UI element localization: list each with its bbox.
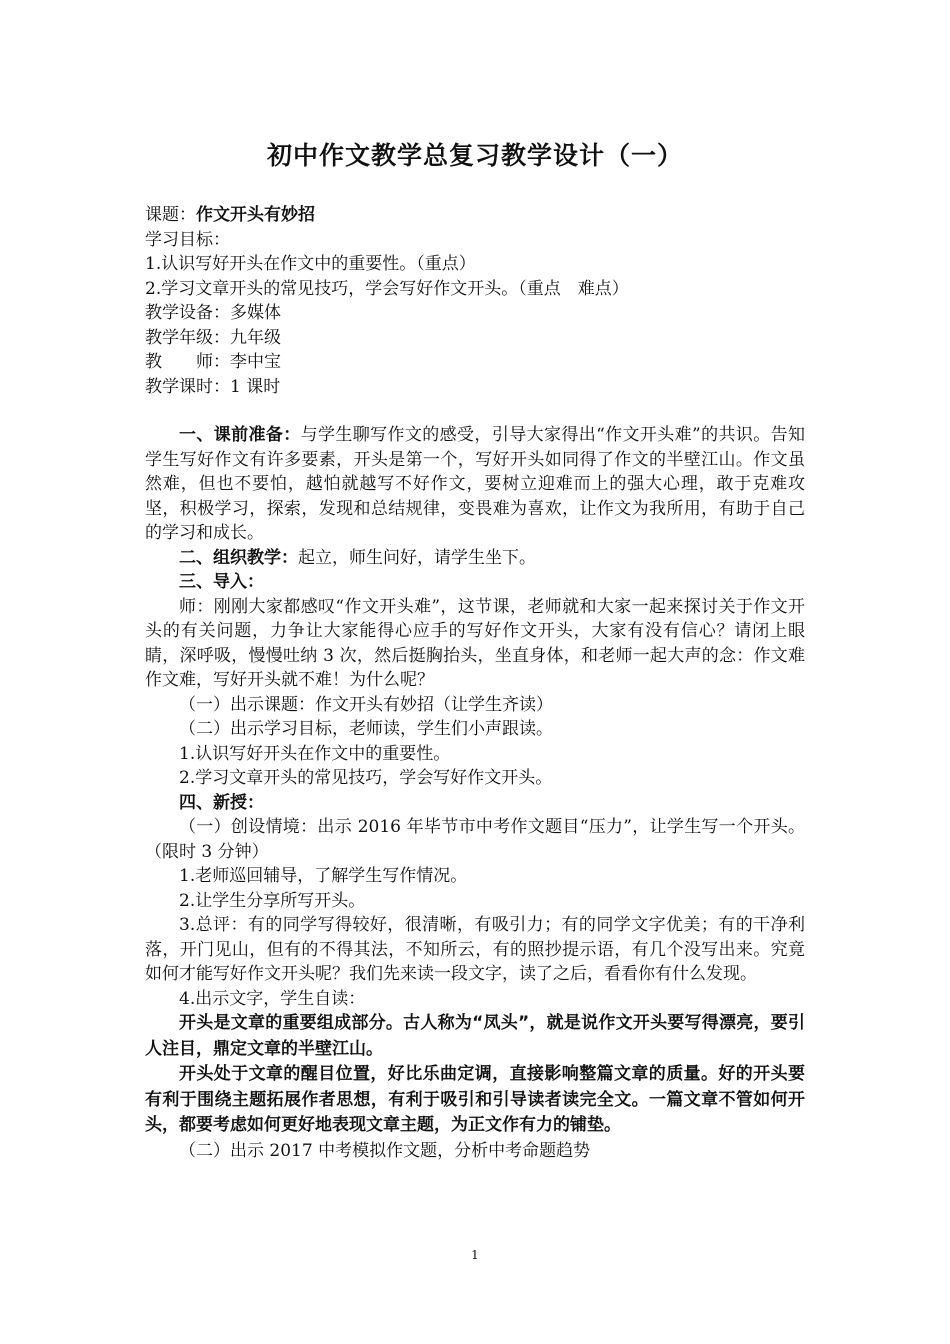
goal-2: 2.学习文章开头的常见技巧，学会写好作文开头。（重点 难点） xyxy=(145,278,629,299)
grade-line: 教学年级：九年级 xyxy=(145,327,281,348)
section-4-item-1: （一）创设情境：出示 2016 年毕节市中考作文题目“压力”，让学生写一个开头。（限时 3 分钟） xyxy=(145,817,805,862)
section-3-heading: 三、导入： xyxy=(179,572,264,592)
section-1 xyxy=(145,423,805,546)
topic-line xyxy=(145,203,805,228)
spacer xyxy=(145,399,805,423)
section-2-heading: 二、组织教学： xyxy=(179,547,298,568)
section-3-item-2: （二）出示学习目标，老师读，学生们小声跟读。 xyxy=(179,719,553,739)
page-title: 初中作文教学总复习教学设计（一） xyxy=(266,141,683,170)
goal-label: 学习目标： xyxy=(145,229,230,250)
section-3-item-1: （一）出示课题：作文开头有妙招（让学生齐读） xyxy=(179,694,553,715)
section-1-heading: 一、课前准备： xyxy=(179,425,301,445)
section-2 xyxy=(145,546,805,571)
section-3-text: 师：刚刚大家都感叹“作文开头难”，这节课，老师就和大家一起来探讨关于作文开头的有关问题，力争让大家能得心应手的写好作文开头，大家有没有信心？请闭上眼睛，深呼吸，慢慢吐纳 3 次，然后挺胸抬头，坐直身体，和老师一起大声的念：作文难作文难，写好开头就不难！为什么呢？ xyxy=(145,596,805,690)
bold-paragraph-1: 开头是文章的重要组成部分。古人称为“凤头”，就是说作文开头要写得漂亮，要引人注目，鼎定文章的半壁江山。 xyxy=(145,1013,805,1059)
topic-value: 作文开头有妙招 xyxy=(196,205,315,225)
page-number: 1 xyxy=(471,1248,479,1262)
section-4-item-3: 2.让学生分享所写开头。 xyxy=(179,890,366,911)
section-3-item-4: 2.学习文章开头的常见技巧，学会写好作文开头。 xyxy=(179,768,553,788)
teacher-line: 教 师：李中宝 xyxy=(145,352,281,372)
document-body xyxy=(145,203,805,1163)
goal-1: 1.认识写好开头在作文中的重要性。（重点） xyxy=(145,254,476,274)
section-4-item-2: 1.老师巡回辅导，了解学生写作情况。 xyxy=(179,866,468,886)
section-3-item-3: 1.认识写好开头在作文中的重要性。 xyxy=(179,743,451,764)
section-4-item-4: 3.总评：有的同学写得较好，很清晰，有吸引力；有的同学文字优美；有的干净利落，开门见山，但有的不得其法，不知所云，有的照抄提示语，有几个没写出来。究竟如何才能写好作文开头呢？我们先来读一段文字，读了之后，看看你有什么发现。 xyxy=(145,915,805,984)
hours-line: 教学课时：1 课时 xyxy=(145,376,281,397)
section-1-text: 与学生聊写作文的感受，引导大家得出“作文开头难”的共识。告知学生写好作文有许多要素，开头是第一个，写好开头如同得了作文的半壁江山。作文虽然难，但也不要怕，越怕就越写不好作文，要树立迎难而上的强大心理，敢于克难攻坚，积极学习，探索，发现和总结规律，变畏难为喜欢，让作文为我所用，有助于自己的学习和成长。 xyxy=(145,425,805,543)
section-4-item-6: （二）出示 2017 中考模拟作文题，分析中考命题趋势 xyxy=(179,1140,591,1161)
equipment-line: 教学设备：多媒体 xyxy=(145,303,281,323)
section-4-heading: 四、新授： xyxy=(179,792,264,813)
topic-label: 课题： xyxy=(145,205,196,225)
section-2-text: 起立，师生问好，请学生坐下。 xyxy=(298,547,536,568)
bold-paragraph-2: 开头处于文章的醒目位置，好比乐曲定调，直接影响整篇文章的质量。好的开头要有利于围绕主题拓展作者思想，有利于吸引和引导读者读完全文。一篇文章不管如何开头，都要考虑如何更好地表现文章主题，为正文作有力的铺垫。 xyxy=(145,1064,805,1135)
section-4-item-5: 4.出示文字，学生自读： xyxy=(179,988,366,1009)
